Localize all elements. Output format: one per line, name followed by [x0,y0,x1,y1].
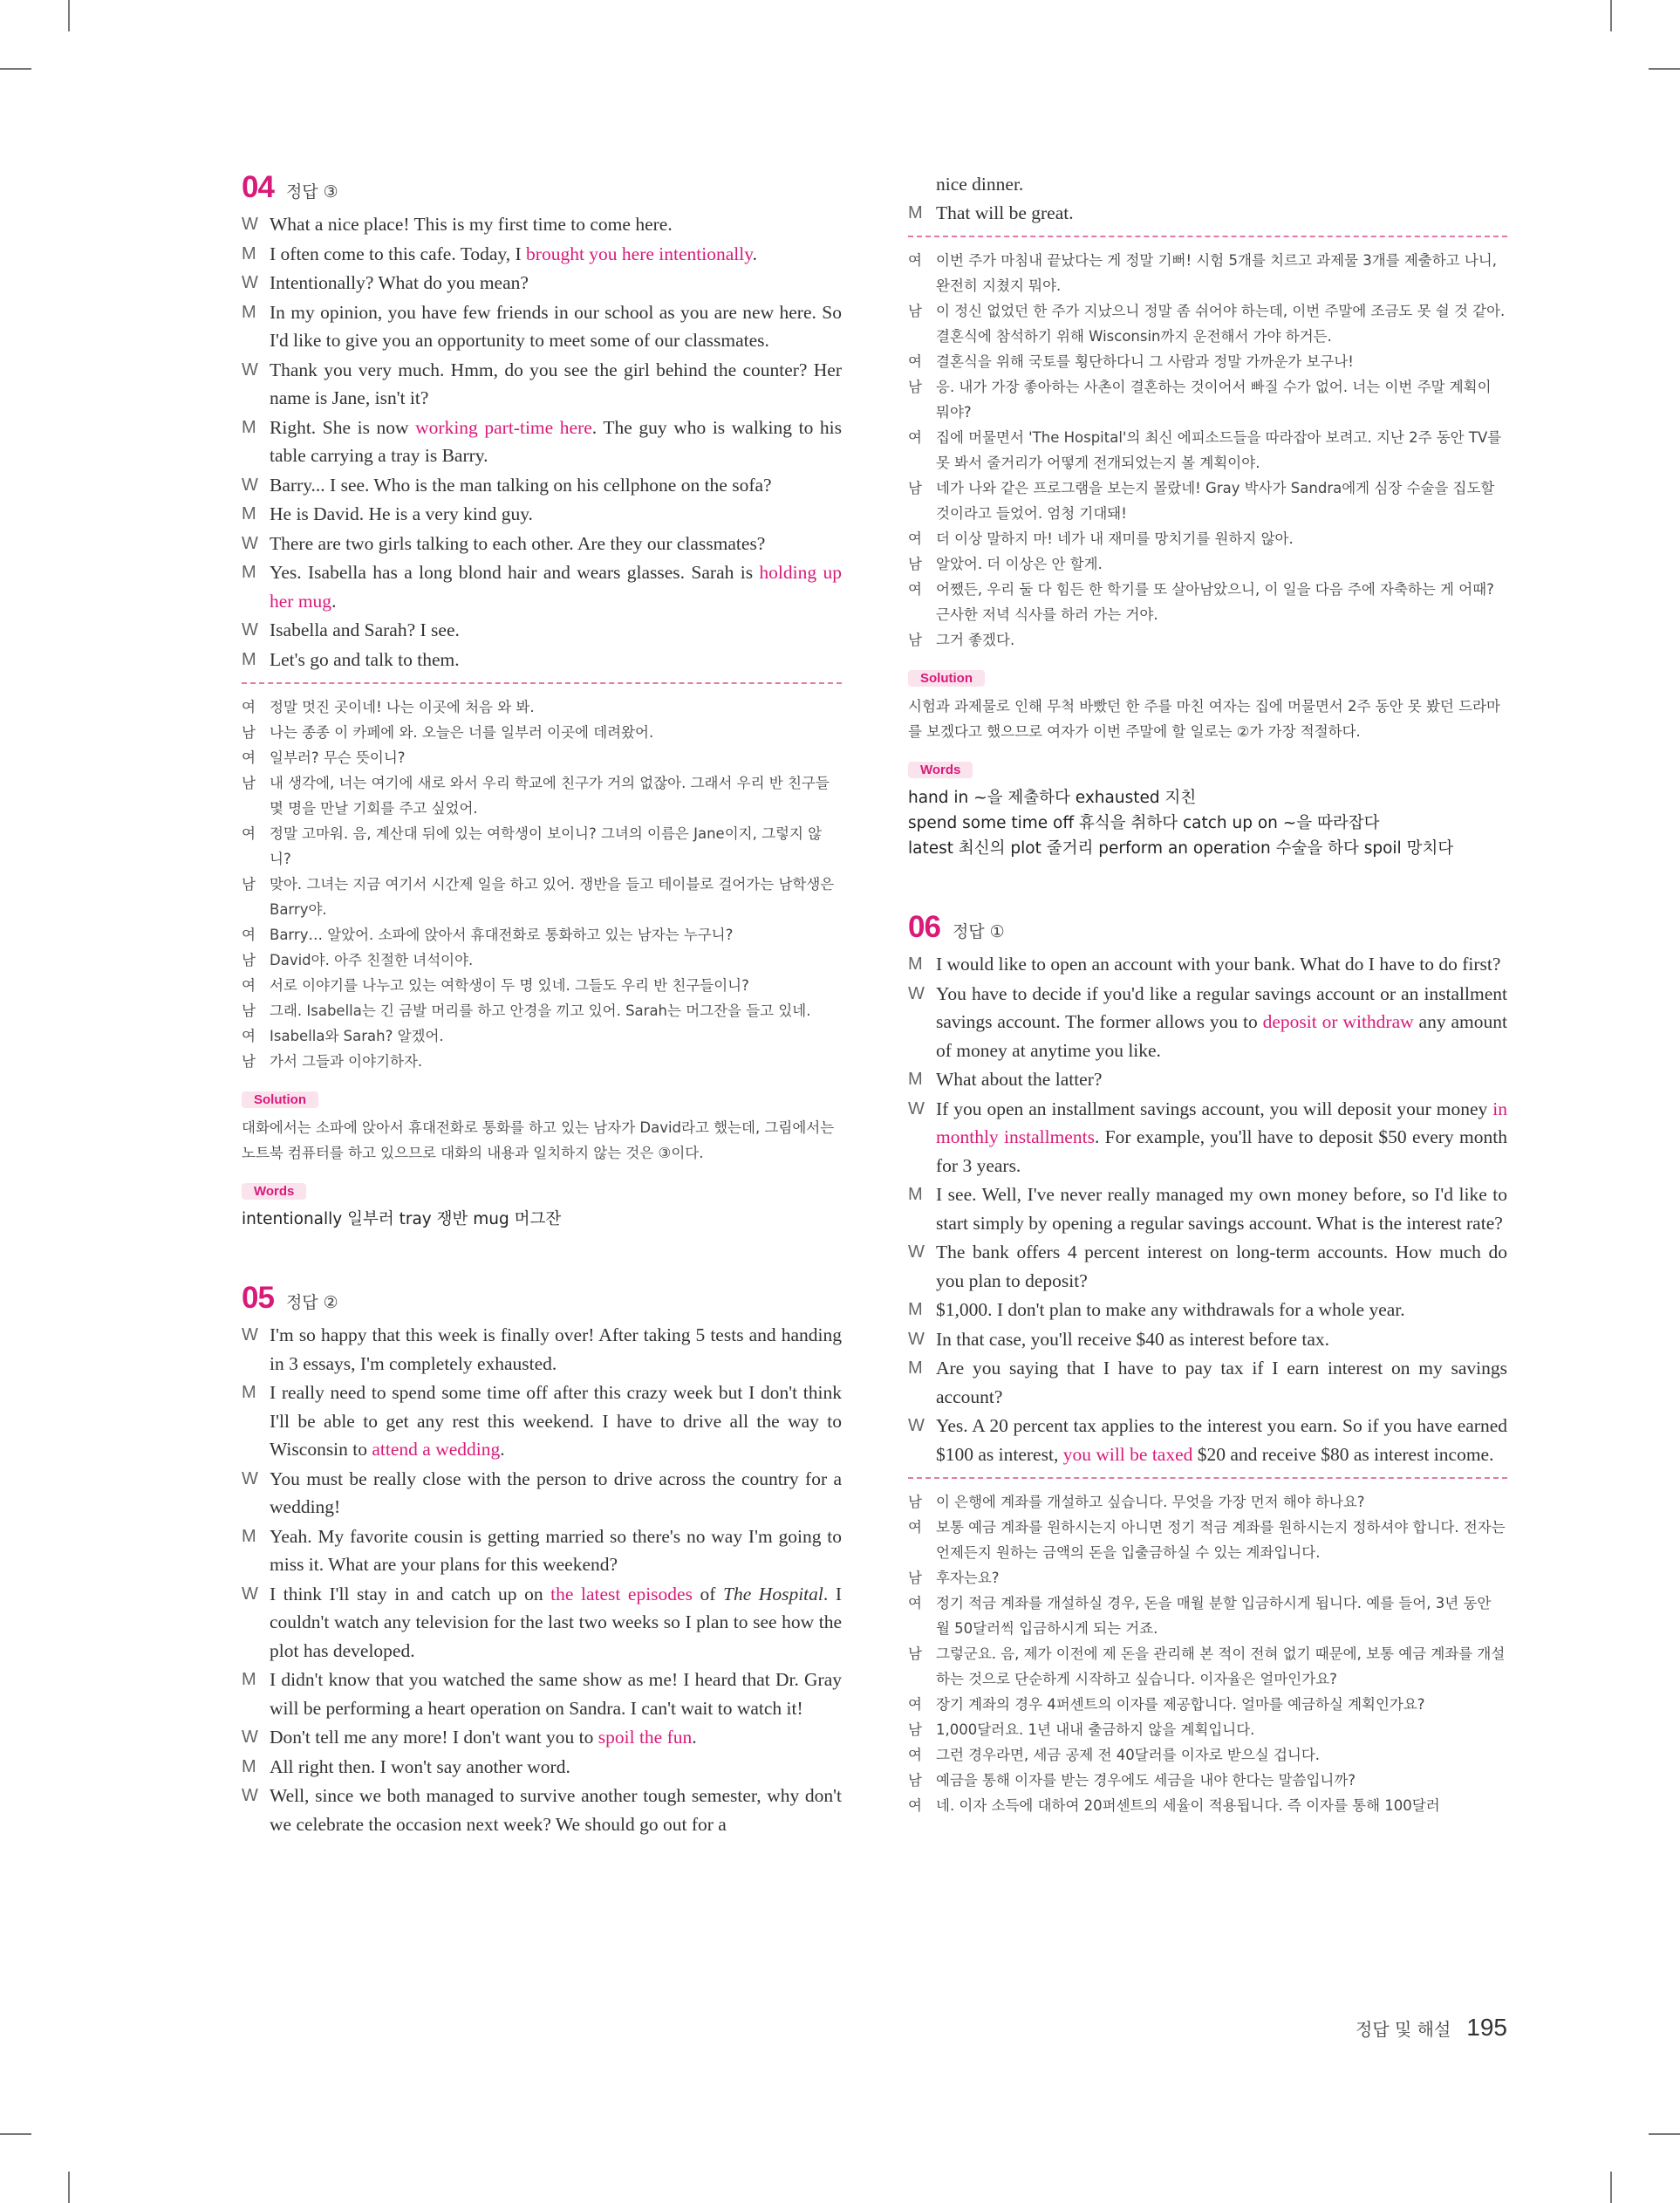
speaker-label: 여 [242,927,256,943]
translation-line [242,694,842,720]
speaker-label: W [242,215,258,234]
text-segment: Yes. Isabella has a long blond hair and wears glasses. Sarah is [270,562,760,583]
translation-line [242,998,842,1023]
speaker-label: M [242,302,256,322]
speaker-label: M [908,202,923,222]
text-segment: Barry... I see. Who is the man talking on his cellphone on the sofa? [270,474,772,496]
text-segment: I think I'll stay in and catch up on [270,1583,551,1604]
text-segment: $1,000. I don't plan to make any withdrawals for a whole year. [936,1299,1405,1320]
speaker-label: 남 [908,632,922,648]
speaker-label: M [242,417,256,437]
text-segment: I really need to spend some time off after this crazy week but I don't think I'll be able to get any rest this weekend. I have to drive all the way to Wisconsin to [270,1382,842,1460]
dialogue-line [242,1379,842,1464]
crop-mark [0,68,31,70]
speaker-label: 여 [908,581,922,598]
right-column [908,170,1507,1818]
translation-line [908,298,1507,349]
korean-translation [908,248,1507,653]
solution-text: 시험과 과제물로 인해 무척 바빴던 한 주를 마친 여자는 집에 머물면서 2주 동안 못 봤던 드라마를 보겠다고 했으므로 여자가 이번 주말에 할 일로는 ②가 가장 적절하다. [908,698,1500,740]
question-05 [242,1281,842,1838]
line-text: 결혼식을 위해 국토를 횡단하다니 그 사람과 정말 가까운가 보구나! [936,353,1354,370]
words-line: spend some time off 휴식을 취하다 catch up on ~을 따라잡다 [908,814,1380,832]
text-segment: . I couldn't watch any television for the last two weeks so I plan to see how the plot has developed. [270,1583,842,1661]
question-04 [242,170,842,1232]
answer-key: 정답 ② [285,1293,338,1312]
line-text [270,298,842,355]
speaker-label: 여 [908,1797,922,1814]
line-text [936,1180,1507,1237]
solution-tag: Solution [908,670,985,687]
translation-line [908,1717,1507,1742]
line-text [936,980,1507,1065]
line-text: 서로 이야기를 나누고 있는 여학생이 두 명 있네. 그들도 우리 반 친구들이니? [270,977,749,994]
translation-line [908,374,1507,425]
dialogue-line [908,1095,1507,1180]
text-segment: What a nice place! This is my first time to come here. [270,214,673,235]
crop-mark [68,0,70,31]
highlighted-phrase: spoil the fun [598,1727,693,1748]
dialogue-line [908,1180,1507,1237]
speaker-label: M [242,563,256,582]
highlighted-phrase: attend a wedding [372,1439,501,1460]
text-segment: of [692,1583,723,1604]
line-text: 보통 예금 계좌를 원하시는지 아니면 정기 적금 계좌를 원하시는지 정하셔야 합니다. 전자는 언제든지 원하는 금액의 돈을 입출금하실 수 있는 계좌입니다. [936,1519,1506,1561]
speaker-label: M [242,1670,256,1689]
text-segment: Intentionally? What do you mean? [270,272,529,293]
dialogue-line [908,1325,1507,1354]
translation-line [908,1591,1507,1641]
line-text: 정말 멋진 곳이네! 나는 이곳에 처음 와 봐. [270,699,535,715]
line-text [270,530,842,558]
line-text: 내 생각에, 너는 여기에 새로 와서 우리 학교에 친구가 거의 없잖아. 그래서 우리 반 친구들 몇 명을 만날 기회를 주고 싶었어. [270,775,830,817]
speaker-label: W [242,1728,258,1747]
text-segment: I see. Well, I've never really managed my own money before, so I'd like to start simply by opening a regular savings account. What is the interest rate? [936,1184,1507,1234]
speaker-label: W [908,1329,925,1349]
line-text [270,210,842,239]
dialogue-line [242,210,842,239]
translation-line [908,1692,1507,1717]
text-segment: Yeah. My favorite cousin is getting married so there's no way I'm going to miss it. What are your plans for this weekend? [270,1525,842,1575]
words-tag: Words [908,762,973,778]
dialogue-line [242,240,842,269]
speaker-label: M [242,504,256,523]
line-text [936,199,1507,228]
line-text [936,1065,1507,1094]
text-segment: Don't tell me any more! I don't want you to [270,1727,598,1748]
translation-line [908,627,1507,653]
dialogue-continuation: nice dinner. [936,174,1024,195]
speaker-label: 남 [908,303,922,319]
title-italic: The Hospital [723,1583,823,1604]
line-text [936,950,1507,979]
words-list [908,785,1507,861]
speaker-label: 여 [908,1696,922,1713]
dashed-divider [908,236,1507,237]
translation-line [242,1049,842,1074]
dialogue-line [242,1666,842,1722]
english-dialogue [242,210,842,674]
text-segment: . [331,590,337,612]
text-segment: I didn't know that you watched the same show as me! I heard that Dr. Gray will be performing a heart operation on Sandra. I can't wait to watch it! [270,1669,842,1719]
line-text: 정기 적금 계좌를 개설하실 경우, 돈을 매월 분할 입금하시게 됩니다. 예를 들어, 3년 동안 월 50달러씩 입금하시게 되는 거죠. [936,1595,1492,1637]
crop-mark [1610,0,1612,31]
line-text [270,414,842,470]
highlighted-phrase: in monthly installments [936,1098,1507,1147]
line-text: 더 이상 말하지 마! 네가 내 재미를 망치기를 원하지 않아. [936,530,1294,547]
highlighted-phrase: holding up her mug [270,562,842,612]
translation-line [242,720,842,745]
words-line: hand in ~을 제출하다 exhausted 지친 [908,789,1197,807]
translation-line [908,1793,1507,1818]
text-segment: You must be really close with the person to drive across the country for a wedding! [270,1468,842,1517]
text-segment: Are you saying that I have to pay tax if I earn interest on my savings account? [936,1358,1507,1407]
dialogue-line [242,1723,842,1752]
line-text [270,646,842,674]
text-segment: Isabella and Sarah? I see. [270,619,460,640]
dialogue-line [242,356,842,413]
translation-line [242,745,842,770]
line-text: Barry… 알았어. 소파에 앉아서 휴대전화로 통화하고 있는 남자는 누구니? [270,927,734,943]
text-segment: I often come to this cafe. Today, I [270,243,527,264]
speaker-label: 여 [242,825,256,842]
speaker-label: M [908,1300,923,1319]
line-text: 이 은행에 계좌를 개설하고 싶습니다. 무엇을 가장 먼저 해야 하나요? [936,1494,1365,1510]
line-text [936,1412,1507,1468]
translation-line [908,248,1507,298]
text-segment: He is David. He is a very kind guy. [270,503,533,524]
line-text: 그렇군요. 음, 제가 이전에 제 돈을 관리해 본 적이 전혀 없기 때문에, 보통 예금 계좌를 개설하는 것으로 단순하게 시작하고 싶습니다. 이자율은 얼마인가요? [936,1645,1506,1687]
line-text [270,269,842,298]
speaker-label: W [242,475,258,495]
translation-line [242,872,842,922]
speaker-label: M [908,1185,923,1204]
speaker-label: W [242,1584,258,1604]
speaker-label: 여 [908,530,922,547]
line-text: 나는 종종 이 카페에 와. 오늘은 너를 일부러 이곳에 데려왔어. [270,724,654,741]
page-footer [1356,2014,1507,2042]
translation-line [908,1768,1507,1793]
solution-text: 대화에서는 소파에 앉아서 휴대전화로 통화를 하고 있는 남자가 David라고 했는데, 그림에서는 노트북 컴퓨터를 하고 있으므로 대화의 내용과 일치하지 않는 것은 ③이다. [242,1119,835,1161]
dashed-divider [908,1477,1507,1479]
dashed-divider [242,682,842,684]
speaker-label: W [908,983,925,1003]
text-segment: In that case, you'll receive $40 as interest before tax. [936,1328,1330,1350]
text-segment: In my opinion, you have few friends in our school as you are new here. So I'd like to give you an opportunity to meet some of our classmates. [270,301,842,351]
speaker-label: 남 [908,1772,922,1789]
line-text [936,1296,1507,1324]
text-segment: . The guy who is walking to his table carrying a tray is Barry. [270,416,843,466]
korean-translation [242,694,842,1074]
speaker-label: 여 [242,977,256,994]
answer-key: 정답 ① [952,922,1005,941]
line-text: 집에 머물면서 'The Hospital'의 최신 에피소드들을 따라잡아 보려고. 지난 2주 동안 TV를 못 봐서 줄거리가 어떻게 전개되었는지 볼 계획이야. [936,429,1502,471]
text-segment: If you open an installment savings account, you will deposit your money [936,1098,1493,1119]
text-segment: $20 and receive $80 as interest income. [1192,1443,1494,1465]
text-segment: Thank you very much. Hmm, do you see the girl behind the counter? Her name is Jane, isn't it? [270,359,842,408]
dialogue-line [908,980,1507,1065]
line-text [270,240,842,269]
speaker-label: 여 [242,1028,256,1044]
text-segment: All right then. I won't say another word. [270,1755,570,1777]
dialogue-line [242,1753,842,1782]
speaker-label: 남 [908,379,922,395]
dialogue-line [242,1465,842,1522]
speaker-label: W [908,1242,925,1262]
speaker-label: W [242,273,258,292]
question-number: 05 [242,1281,274,1315]
speaker-label: 여 [908,353,922,370]
speaker-label: 남 [908,556,922,572]
line-text: 정말 고마워. 음, 계산대 뒤에 있는 여학생이 보이니? 그녀의 이름은 Jane이지, 그렇지 않니? [270,825,823,867]
dialogue-line [242,1580,842,1666]
highlighted-phrase: you will be taxed [1062,1443,1193,1465]
text-segment: any amount of money at anytime you like. [936,1011,1507,1061]
question-header [908,910,1507,945]
translation-line [242,948,842,973]
line-text: 그거 좋겠다. [936,632,1015,648]
dialogue-line [908,199,1507,228]
speaker-label: 남 [242,952,256,968]
speaker-label: 여 [908,429,922,446]
speaker-label: W [242,620,258,640]
dialogue-line [908,1354,1507,1411]
question-number: 04 [242,170,274,204]
dialogue-line [242,500,842,529]
line-text [270,558,842,615]
speaker-label: 여 [242,749,256,766]
question-06 [908,910,1507,1818]
line-text: 그런 경우라면, 세금 공제 전 40달러를 이자로 받으실 겁니다. [936,1747,1321,1763]
speaker-label: 여 [908,1519,922,1536]
text-segment: What about the latter? [936,1069,1103,1090]
highlighted-phrase: brought you here intentionally [526,243,753,264]
highlighted-phrase: deposit or withdraw [1262,1011,1414,1032]
words-line: latest 최신의 plot 줄거리 perform an operation 수술을 하다 spoil 망치다 [908,839,1454,858]
line-text: 응. 내가 가장 좋아하는 사촌이 결혼하는 것이어서 빠질 수가 없어. 너는 이번 주말 계획이 뭐야? [936,379,1492,421]
dialogue-line [242,1522,842,1579]
text-segment: I'm so happy that this week is finally over! After taking 5 tests and handing in 3 essays, I'm completely exhausted. [270,1324,842,1374]
speaker-label: W [242,1325,258,1344]
speaker-label: M [242,1383,256,1402]
line-text: 예금을 통해 이자를 받는 경우에도 세금을 내야 한다는 말씀입니까? [936,1772,1356,1789]
dialogue-line [242,530,842,558]
translation-line [908,526,1507,551]
dialogue-line [242,616,842,645]
dialogue-line [908,1296,1507,1324]
speaker-label: 여 [908,1747,922,1763]
line-text: 후자는요? [936,1570,1000,1586]
words-list [242,1207,842,1232]
line-text [270,616,842,645]
line-text [936,1354,1507,1411]
translation-line [908,475,1507,526]
answer-key: 정답 ③ [285,182,338,202]
highlighted-phrase: working part-time here [415,416,592,438]
line-text [270,1321,842,1378]
translation-line [908,1515,1507,1565]
translation-line [908,1742,1507,1768]
dialogue-line [242,414,842,470]
speaker-label: M [908,1070,923,1089]
crop-mark [1610,2172,1612,2203]
question-header [242,170,842,205]
text-segment: I would like to open an account with your bank. What do I have to do first? [936,954,1501,975]
translation-line [908,1489,1507,1515]
speaker-label: M [242,243,256,263]
text-segment: Right. She is now [270,416,416,438]
line-text [936,1095,1507,1180]
dialogue-line [908,1412,1507,1468]
speaker-label: 남 [242,1002,256,1019]
text-segment: The bank offers 4 percent interest on long-term accounts. How much do you plan to deposit? [936,1242,1507,1291]
speaker-label: 남 [908,1570,922,1586]
translation-line [242,770,842,821]
translation-line [908,551,1507,577]
line-text: Isabella와 Sarah? 알겠어. [270,1028,444,1044]
text-segment: . [752,243,757,264]
speaker-label: M [242,649,256,669]
line-text [270,500,842,529]
translation-line [242,922,842,948]
crop-mark [0,2133,31,2135]
translation-line [242,1023,842,1049]
text-segment: Yes. A 20 percent tax applies to the interest you earn. So if you have earned $100 as interest, [936,1415,1507,1465]
line-text [936,1238,1507,1295]
speaker-label: 남 [908,1721,922,1738]
line-text: 네가 나와 같은 프로그램을 보는지 몰랐네! Gray 박사가 Sandra에게 심장 수술을 집도할 것이라고 들었어. 엄청 기대돼! [936,480,1495,522]
words-line: intentionally 일부러 tray 쟁반 mug 머그잔 [242,1210,562,1228]
dialogue-line [242,269,842,298]
speaker-label: W [242,1786,258,1805]
text-segment: Well, since we both managed to survive another tough semester, why don't we celebrate the occasion next week? We should go out for a [270,1785,842,1835]
speaker-label: M [242,1756,256,1776]
speaker-label: 남 [908,480,922,496]
line-text: 1,000달러요. 1년 내내 출금하지 않을 계획입니다. [936,1721,1255,1738]
text-segment: . For example, you'll have to deposit $50 every month for 3 years. [936,1126,1507,1176]
text-segment: That will be great. [936,202,1074,223]
footer-label: 정답 및 해설 [1355,2019,1451,2040]
line-text [270,356,842,413]
crop-mark [1649,2133,1680,2135]
text-segment: There are two girls talking to each other. Are they our classmates? [270,532,766,554]
speaker-label: W [242,1468,258,1488]
dialogue-line [242,1321,842,1378]
english-dialogue [908,950,1507,1468]
speaker-label: 남 [908,1645,922,1662]
speaker-label: W [242,533,258,553]
line-text [270,1753,842,1782]
crop-mark [1649,68,1680,70]
line-text: David야. 아주 친절한 녀석이야. [270,952,474,968]
line-text [270,1666,842,1722]
dialogue-line [908,1238,1507,1295]
line-text [270,1580,842,1666]
line-text [936,1325,1507,1354]
line-text: 이 정신 없었던 한 주가 지났으니 정말 좀 쉬어야 하는데, 이번 주말에 조금도 못 쉴 것 같아. 결혼식에 참석하기 위해 Wisconsin까지 운전해서 가야 하거든. [936,303,1506,345]
line-text [270,471,842,500]
solution-tag: Solution [242,1091,318,1108]
line-text [270,1782,842,1838]
translation-line [908,425,1507,475]
text-segment: You have to decide if you'd like a regular savings account or an installment savings account. The former allows you to [936,982,1507,1032]
speaker-label: M [908,1358,923,1378]
line-text: 이번 주가 마침내 끝났다는 게 정말 기뻐! 시험 5개를 치르고 과제물 3개를 제출하고 나니, 완전히 지쳤지 뭐야. [936,252,1497,294]
speaker-label: M [242,1526,256,1546]
speaker-label: M [908,954,923,974]
speaker-label: 여 [908,1595,922,1611]
speaker-label: W [908,1416,925,1435]
question-header [242,1281,842,1316]
translation-line [908,1565,1507,1591]
speaker-label: 여 [242,699,256,715]
dialogue-line [908,1065,1507,1094]
line-text: 맞아. 그녀는 지금 여기서 시간제 일을 하고 있어. 쟁반을 들고 테이블로 걸어가는 남학생은 Barry야. [270,876,835,918]
text-segment: . [500,1439,505,1460]
speaker-label: 남 [242,724,256,741]
line-text: 어쨌든, 우리 둘 다 힘든 한 학기를 또 살아남았으니, 이 일을 다음 주에 자축하는 게 어때? 근사한 저녁 식사를 하러 가는 거야. [936,581,1494,623]
speaker-label: 남 [242,876,256,893]
speaker-label: 남 [242,1053,256,1070]
line-text [270,1465,842,1522]
translation-line [242,973,842,998]
dialogue-line [242,646,842,674]
dialogue-line [908,950,1507,979]
speaker-label: 남 [908,1494,922,1510]
english-dialogue-end [908,199,1507,228]
line-text: 장기 계좌의 경우 4퍼센트의 이자를 제공합니다. 얼마를 예금하실 계획인가요? [936,1696,1425,1713]
text-segment: . [692,1727,697,1748]
crop-mark [68,2172,70,2203]
highlighted-phrase: the latest episodes [550,1583,693,1604]
translation-line [908,577,1507,627]
dialogue-line [242,558,842,615]
korean-translation [908,1489,1507,1818]
question-05-continued [908,170,1507,861]
translation-line [908,349,1507,374]
dialogue-line [242,1782,842,1838]
speaker-label: 여 [908,252,922,269]
left-column [242,170,842,1839]
line-text: 가서 그들과 이야기하자. [270,1053,423,1070]
line-text [270,1723,842,1752]
line-text [270,1379,842,1464]
translation-line [242,821,842,872]
question-number: 06 [908,910,940,944]
page-number: 195 [1466,2014,1507,2041]
speaker-label: 남 [242,775,256,791]
english-dialogue [242,1321,842,1838]
speaker-label: W [908,1098,925,1119]
line-text: 일부러? 무슨 뜻이니? [270,749,406,766]
text-segment: Let's go and talk to them. [270,648,460,670]
line-text: 알았어. 더 이상은 안 할게. [936,556,1103,572]
dialogue-line [242,298,842,355]
translation-line [908,1641,1507,1692]
dialogue-line [242,471,842,500]
line-text: 그래. Isabella는 긴 금발 머리를 하고 안경을 끼고 있어. Sarah는 머그잔을 들고 있네. [270,1002,811,1019]
line-text: 네. 이자 소득에 대하여 20퍼센트의 세율이 적용됩니다. 즉 이자를 통해 100달러 [936,1797,1440,1814]
line-text [270,1522,842,1579]
words-tag: Words [242,1183,306,1200]
speaker-label: W [242,359,258,380]
